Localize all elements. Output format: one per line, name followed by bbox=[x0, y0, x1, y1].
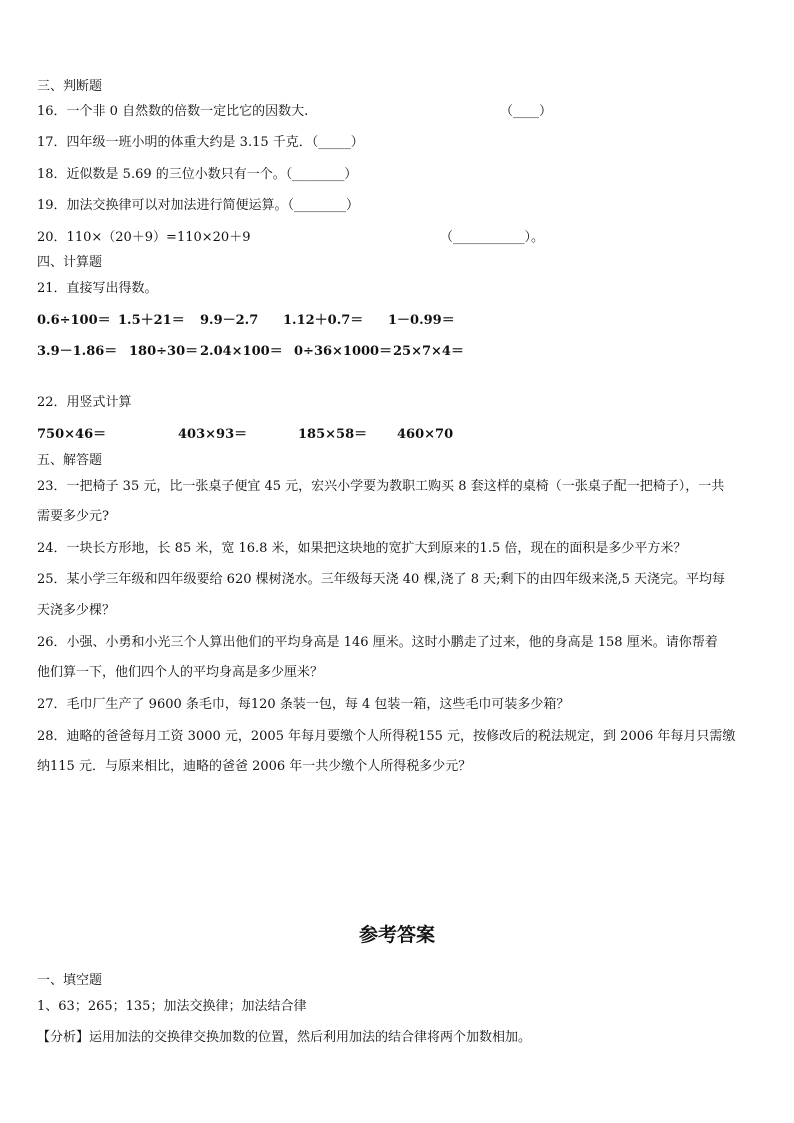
q22-item: 185×58＝ bbox=[298, 427, 368, 442]
question-20-blank: （___________）。 bbox=[440, 230, 545, 245]
q21-item: 9.9－2.7 bbox=[200, 313, 259, 328]
question-18: 18．近似数是 5.69 的三位小数只有一个。（________） bbox=[37, 167, 358, 182]
question-25-line1: 25．某小学三年级和四年级要给 620 棵树浇水。三年级每天浇 40 棵,浇了 8 天;剩下的由四年级来浇,5 天浇完。平均每 bbox=[37, 572, 726, 587]
q22-item: 403×93＝ bbox=[178, 427, 248, 442]
q21-item: 1－0.99＝ bbox=[388, 313, 455, 328]
question-27: 27．毛巾厂生产了 9600 条毛巾，每120 条装一包，每 4 包装一箱，这些毛巾可装多少箱？ bbox=[37, 697, 570, 712]
q21-item: 1.5＋21＝ bbox=[118, 313, 185, 328]
section-heading-judge: 三、判断题 bbox=[37, 79, 103, 94]
question-28-line2: 纳115 元．与原来相比，迪略的爸爸 2006 年一共少缴个人所得税多少元？ bbox=[37, 759, 472, 774]
question-16-blank: （____） bbox=[500, 104, 553, 119]
q21-item: 0÷36×1000＝ bbox=[294, 344, 393, 359]
question-26-line1: 26．小强、小勇和小光三个人算出他们的平均身高是 146 厘米。这时小鹏走了过来，他的身高是 158 厘米。请你帮着 bbox=[37, 635, 718, 650]
question-20: 20．110×（20＋9）=110×20＋9 bbox=[37, 230, 251, 245]
q21-item: 1.12＋0.7＝ bbox=[283, 313, 364, 328]
question-25-line2: 天浇多少棵？ bbox=[37, 603, 116, 618]
q21-item: 180÷30＝ bbox=[129, 344, 199, 359]
q22-item: 750×46＝ bbox=[37, 427, 107, 442]
section-heading-calc: 四、计算题 bbox=[37, 255, 103, 270]
question-26-line2: 他们算一下，他们四个人的平均身高是多少厘米？ bbox=[37, 665, 324, 680]
question-23-line2: 需要多少元? bbox=[37, 509, 109, 524]
question-21-title: 21．直接写出得数。 bbox=[37, 281, 158, 296]
question-22-title: 22．用竖式计算 bbox=[37, 395, 132, 410]
question-16: 16．一个非 0 自然数的倍数一定比它的因数大. bbox=[37, 104, 309, 119]
section-heading-solve: 五、解答题 bbox=[37, 453, 103, 468]
q21-item: 3.9－1.86＝ bbox=[37, 344, 118, 359]
question-19: 19．加法交换律可以对加法进行简便运算。（________） bbox=[37, 198, 360, 213]
question-28-line1: 28．迪略的爸爸每月工资 3000 元，2005 年每月要缴个人所得税155 元，按修改后的税法规定，到 2006 年每月只需缴 bbox=[37, 729, 736, 744]
answer-title: 参考答案 bbox=[358, 924, 435, 946]
answer-1: 1、63；265；135；加法交换律；加法结合律 bbox=[37, 999, 307, 1014]
q22-item: 460×70 bbox=[397, 427, 454, 442]
question-24: 24．一块长方形地，长 85 米，宽 16.8 米，如果把这块地的宽扩大到原来的1.5 倍，现在的面积是多少平方米？ bbox=[37, 541, 687, 556]
question-17: 17．四年级一班小明的体重大约是 3.15 千克．（_____） bbox=[37, 135, 364, 150]
q21-item: 0.6÷100＝ bbox=[37, 313, 111, 328]
answer-analysis: 【分析】运用加法的交换律交换加数的位置，然后利用加法的结合律将两个加数相加。 bbox=[37, 1030, 532, 1045]
q21-item: 25×7×4＝ bbox=[393, 344, 464, 359]
q21-item: 2.04×100＝ bbox=[200, 344, 283, 359]
answer-section-heading: 一、填空题 bbox=[37, 973, 103, 988]
question-23-line1: 23．一把椅子 35 元，比一张桌子便宜 45 元，宏兴小学要为教职工购买 8 套这样的桌椅（一张桌子配一把椅子），一共 bbox=[37, 479, 725, 494]
